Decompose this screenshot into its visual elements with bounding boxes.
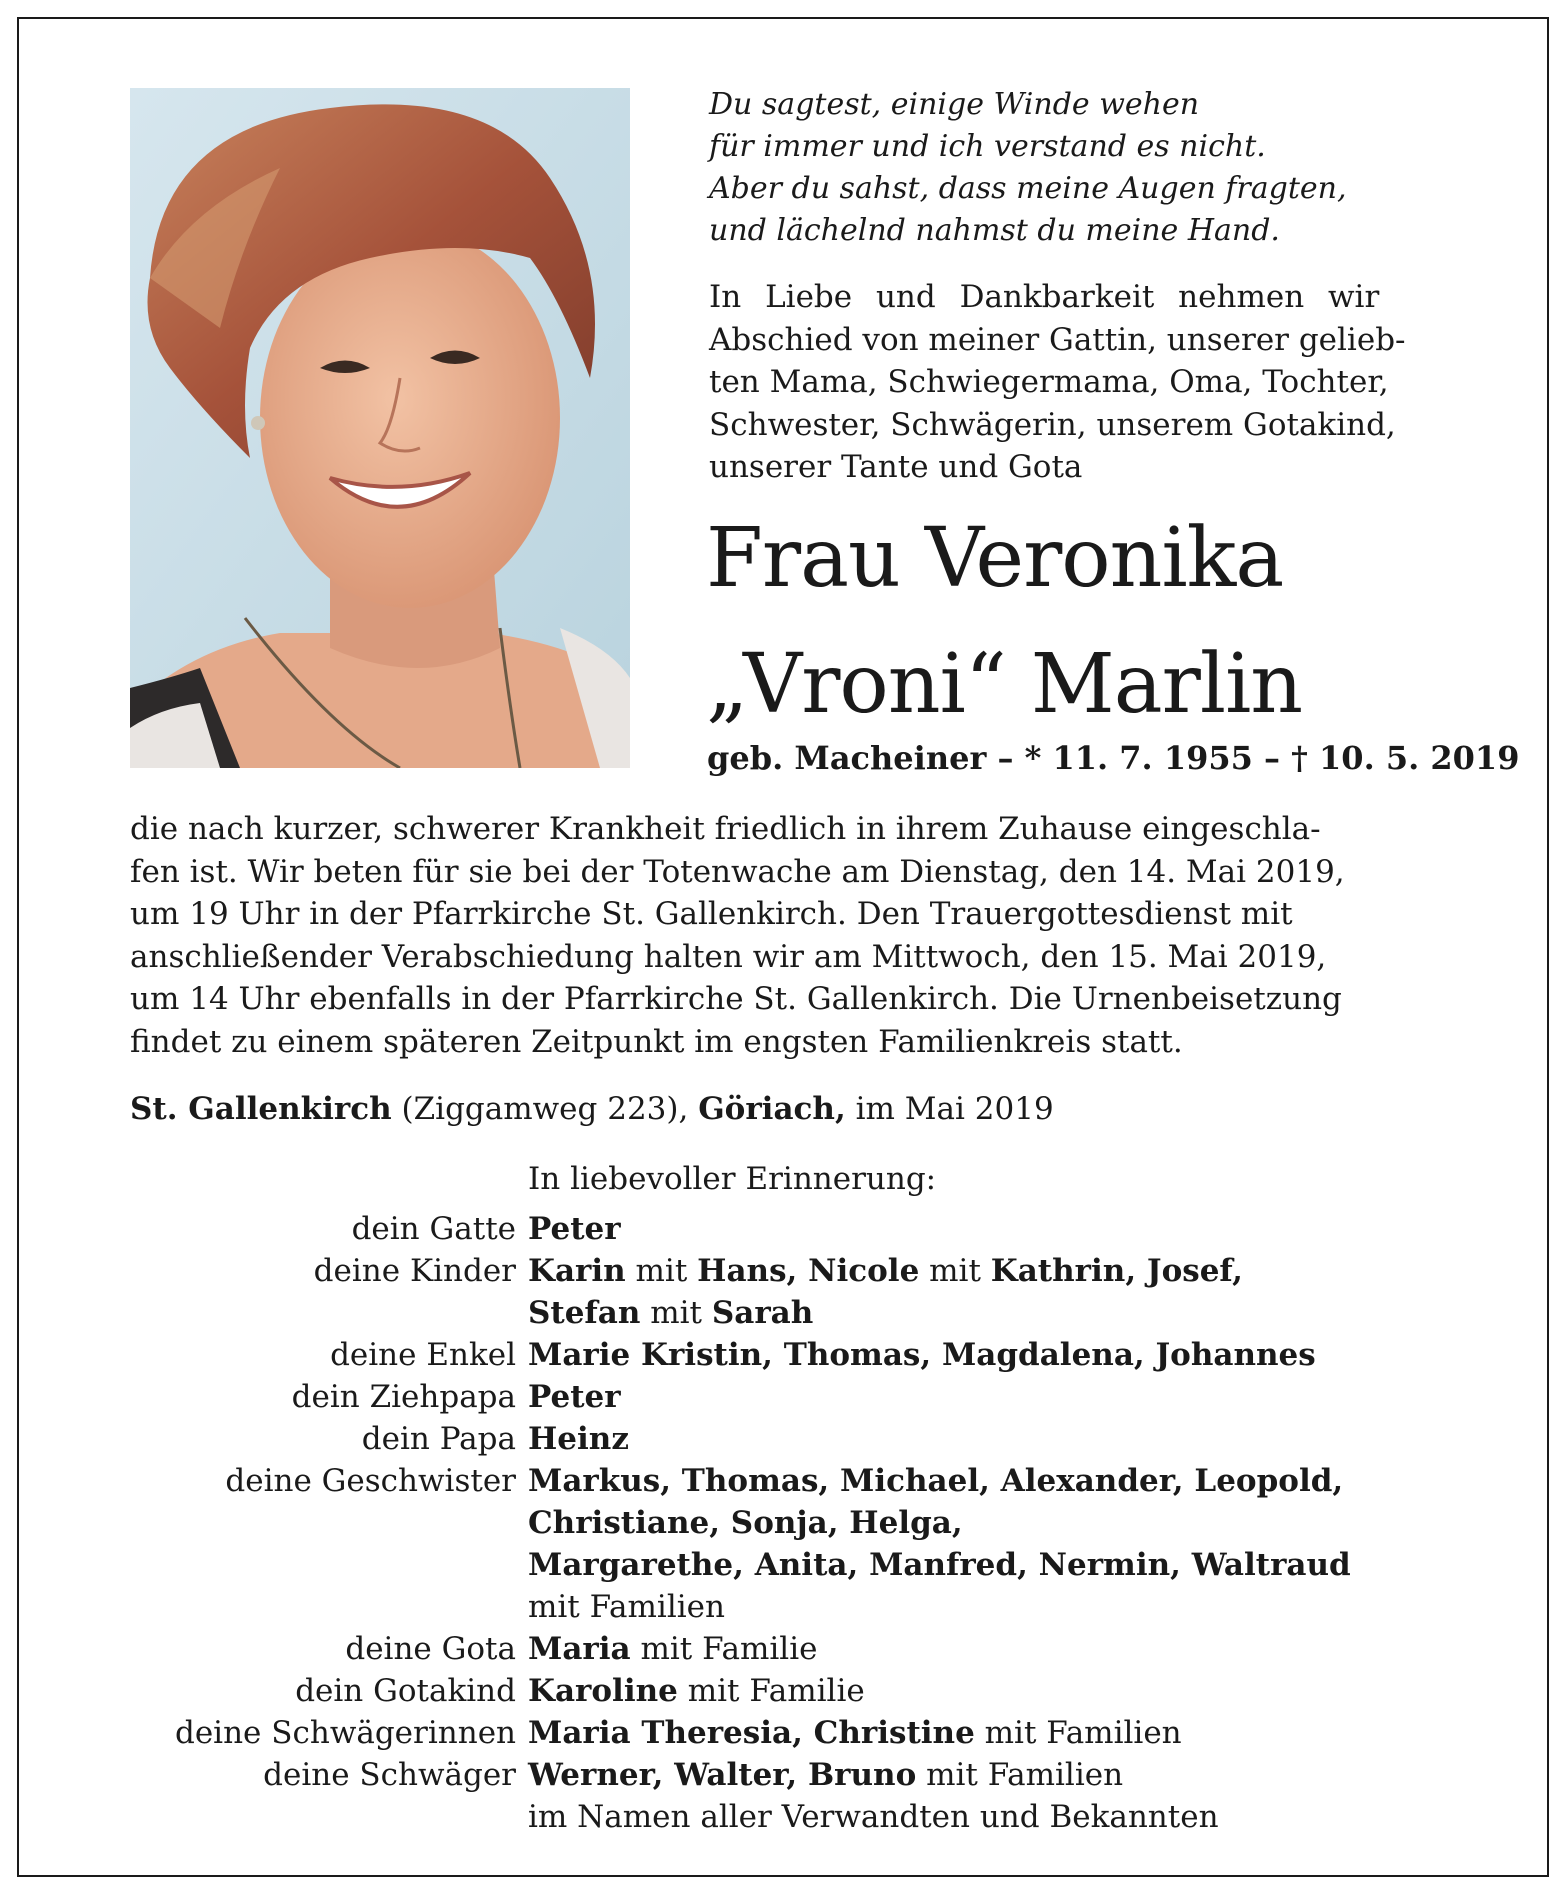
- family-names: [528, 1292, 813, 1334]
- family-names: [528, 1796, 1219, 1838]
- intro-line: In Liebe und Dankbarkeit nehmen wir: [709, 279, 1380, 315]
- family-member-name: Hans, Nicole: [697, 1253, 920, 1289]
- family-member-name: Karin: [528, 1253, 626, 1289]
- family-member-name: Margarethe, Anita, Manfred, Nermin, Waltraud: [528, 1547, 1351, 1583]
- family-row: [0, 1292, 1568, 1334]
- family-names: [528, 1670, 865, 1712]
- family-relation: deine Enkel: [330, 1337, 516, 1373]
- family-row: [0, 1754, 1568, 1796]
- poem-line: für immer und ich verstand es nicht.: [709, 129, 1266, 164]
- body-text: [130, 808, 1436, 1063]
- body-line: um 19 Uhr in der Pfarrkirche St. Gallenkirch. Den Trauergottesdienst mit: [130, 896, 1293, 932]
- family-member-name: Peter: [528, 1379, 621, 1415]
- family-names: [528, 1502, 963, 1544]
- body-line: anschließender Verabschiedung halten wir am Mittwoch, den 15. Mai 2019,: [130, 938, 1327, 975]
- family-relation: dein Ziehpapa: [291, 1379, 516, 1415]
- family-relation: dein Gatte: [351, 1211, 516, 1247]
- family-member-name: Peter: [528, 1211, 621, 1247]
- place-address: (Ziggamweg 223),: [391, 1091, 699, 1127]
- family-names: [528, 1460, 1343, 1502]
- place-date: im Mai 2019: [845, 1091, 1054, 1127]
- family-list: [0, 1208, 1568, 1838]
- family-names: [528, 1628, 817, 1670]
- poem-line: Aber du sahst, dass meine Augen fragten,: [709, 171, 1347, 206]
- place-date-line: [130, 1088, 1054, 1130]
- family-relation: deine Schwägerinnen: [174, 1715, 516, 1751]
- intro-line: ten Mama, Schwiegermama, Oma, Tochter,: [709, 364, 1389, 400]
- family-connector: mit: [625, 1253, 698, 1289]
- place-town: St. Gallenkirch: [130, 1091, 392, 1127]
- memory-heading: In liebevoller Erinnerung:: [528, 1161, 937, 1197]
- body-line: fen ist. Wir beten für sie bei der Totenwache am Dienstag, den 14. Mai 2019,: [130, 853, 1345, 890]
- family-connector: mit Familie: [630, 1631, 818, 1667]
- family-names: [528, 1754, 1123, 1796]
- family-row: [0, 1460, 1568, 1502]
- family-names: [528, 1376, 621, 1418]
- family-connector: mit: [640, 1295, 712, 1331]
- family-member-name: Kathrin, Josef,: [990, 1253, 1243, 1289]
- poem-line: Du sagtest, einige Winde wehen: [709, 87, 1200, 122]
- poem: [709, 84, 1489, 252]
- family-member-name: Karoline: [528, 1673, 678, 1709]
- family-connector: mit Familie: [677, 1673, 865, 1709]
- intro-text: [709, 276, 1475, 489]
- family-connector: im Namen aller Verwandten und Bekannten: [528, 1799, 1219, 1835]
- family-names: [528, 1208, 621, 1250]
- family-member-name: Maria: [528, 1631, 631, 1667]
- family-relation: dein Gotakind: [295, 1673, 516, 1709]
- family-relation: dein Papa: [361, 1421, 516, 1457]
- deceased-name-line2: „Vroni“ Marlin: [706, 637, 1303, 732]
- family-row: [0, 1586, 1568, 1628]
- family-row: [0, 1628, 1568, 1670]
- family-row: [0, 1334, 1568, 1376]
- family-relation: deine Geschwister: [225, 1463, 516, 1499]
- family-member-name: Markus, Thomas, Michael, Alexander, Leopold,: [528, 1463, 1344, 1499]
- family-connector: mit Familien: [916, 1757, 1124, 1793]
- family-names: [528, 1544, 1351, 1586]
- body-line: findet zu einem späteren Zeitpunkt im engsten Familienkreis statt.: [130, 1023, 1183, 1060]
- intro-line: Abschied von meiner Gattin, unserer gelieb-: [709, 321, 1406, 358]
- family-member-name: Christiane, Sonja, Helga,: [528, 1505, 963, 1541]
- intro-line: unserer Tante und Gota: [709, 449, 1083, 485]
- family-row: [0, 1376, 1568, 1418]
- poem-line: und lächelnd nahmst du meine Hand.: [709, 213, 1280, 248]
- family-member-name: Stefan: [528, 1295, 641, 1331]
- family-row: [0, 1208, 1568, 1250]
- family-connector: mit: [919, 1253, 991, 1289]
- family-connector: mit Familien: [528, 1589, 725, 1625]
- family-row: [0, 1502, 1568, 1544]
- family-member-name: Sarah: [711, 1295, 814, 1331]
- family-row: [0, 1418, 1568, 1460]
- intro-line: Schwester, Schwägerin, unserem Gotakind,: [709, 406, 1396, 443]
- family-names: [528, 1418, 629, 1460]
- body-line: die nach kurzer, schwerer Krankheit friedlich in ihrem Zuhause eingeschla-: [130, 811, 1321, 847]
- family-names: [528, 1712, 1182, 1754]
- family-row: [0, 1544, 1568, 1586]
- body-line: um 14 Uhr ebenfalls in der Pfarrkirche St. Gallenkirch. Die Urnenbeisetzung: [130, 981, 1342, 1017]
- birth-death-dates: geb. Macheiner – * 11. 7. 1955 – † 10. 5. 2019: [707, 739, 1520, 777]
- place-town2: Göriach,: [698, 1091, 846, 1127]
- family-row: [0, 1670, 1568, 1712]
- family-row: [0, 1250, 1568, 1292]
- family-relation: deine Kinder: [313, 1253, 516, 1289]
- deceased-name-line1: Frau Veronika: [706, 511, 1284, 606]
- family-names: [528, 1586, 725, 1628]
- family-names: [528, 1250, 1243, 1292]
- family-member-name: Marie Kristin, Thomas, Magdalena, Johannes: [528, 1337, 1316, 1373]
- portrait-photo: [130, 88, 630, 768]
- family-member-name: Heinz: [528, 1421, 629, 1457]
- family-member-name: Maria Theresia, Christine: [528, 1715, 975, 1751]
- family-names: [528, 1334, 1316, 1376]
- family-member-name: Werner, Walter, Bruno: [528, 1757, 917, 1793]
- family-relation: deine Gota: [345, 1631, 516, 1667]
- family-relation: deine Schwäger: [263, 1757, 516, 1793]
- family-row: [0, 1712, 1568, 1754]
- portrait-photo-illustration: [130, 88, 630, 768]
- family-row: [0, 1796, 1568, 1838]
- family-connector: mit Familien: [974, 1715, 1182, 1751]
